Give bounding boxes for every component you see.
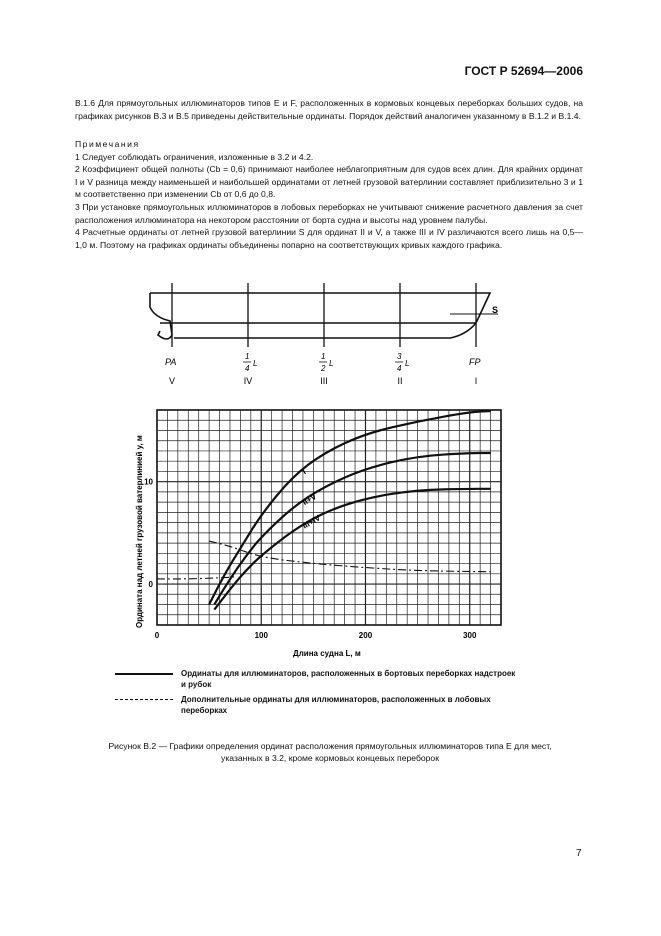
station-frac-num: 3	[397, 352, 402, 361]
hull-top-line	[150, 293, 172, 339]
station-frac-letter: L	[405, 359, 410, 368]
waterline-label: S	[492, 305, 499, 315]
caption-line-1: Рисунок В.2 — Графики определения ординат расположения прямоугольных иллюминаторов типа Е для мест,	[108, 741, 552, 751]
chart-xlabel: Длина судна L, м	[293, 649, 361, 658]
station-roman: I	[474, 376, 478, 386]
note-2: 2 Коэффициент общей полноты (Cb = 0,6) принимают наиболее неблагоприятным для судов всех длин. Для крайних ординат I и V разница между наименьшей и наибольшей ординатами от летней грузовой ватерлинии составляет приблизительно 3 и 1 м соответственно при изменении Cb от 0,6 до 0,8.	[75, 164, 583, 200]
page-number: 7	[576, 848, 582, 859]
station-frac-den: 4	[397, 364, 402, 373]
plot-frame	[157, 410, 501, 625]
legend-row-dashdot	[115, 694, 525, 720]
chart-legend	[115, 668, 525, 720]
series-label: I	[301, 467, 308, 477]
legend-solid-sample	[115, 673, 173, 675]
y-tick-label: 0	[148, 580, 153, 590]
x-tick-label: 0	[154, 631, 160, 640]
ordinate-chart	[125, 400, 515, 665]
notes-block	[75, 138, 583, 251]
figure-caption	[60, 740, 600, 764]
station-roman: IV	[243, 376, 253, 386]
notes-title: Примечания	[75, 139, 140, 149]
paragraph-b16	[75, 97, 583, 122]
note-1: 1 Следует соблюдать ограничения, изложенные в 3.2 и 4.2.	[75, 151, 314, 162]
x-tick-label: 200	[358, 631, 373, 640]
station-roman: III	[320, 376, 328, 386]
station-frac-den: 2	[321, 364, 326, 373]
series-line-4	[209, 541, 490, 572]
station-label: PA	[165, 357, 177, 367]
legend-row-solid	[115, 668, 525, 694]
para-b16-text: В.1.6 Для прямоугольных иллюминаторов типов Е и F, расположенных в кормовых концевых переборках больших судов, на графиках рисунков В.3 и В.5 приведены действительные ординаты. Порядок действий аналогичен указанному в В.1.2 и В.1.4.	[75, 98, 583, 121]
legend-dashdot-sample	[115, 699, 173, 700]
chart-grid	[157, 410, 501, 625]
station-frac-num: 1	[321, 352, 326, 361]
station-label: FP	[469, 357, 481, 367]
hull-deck-line	[150, 293, 490, 323]
legend-dashdot-label: Дополнительные ординаты для иллюминаторов, расположенных в лобовых переборках	[181, 695, 491, 715]
series-labels	[301, 467, 322, 530]
standard-header: ГОСТ Р 52694—2006	[464, 64, 583, 78]
station-frac-letter: L	[329, 359, 334, 368]
y-tick-label: 10	[144, 477, 153, 487]
station-frac-den: 4	[245, 364, 250, 373]
x-tick-label: 100	[254, 631, 268, 640]
series-line-1	[209, 411, 490, 605]
note-3: 3 При установке прямоугольных иллюминаторов в лобовых переборках не учитывают снижение расчетного давления за счет расположения иллюминатора на некотором расстоянии от борта судна и высоты над уровнем палубы.	[75, 201, 583, 225]
caption-line-2: указанных в 3.2, кроме кормовых концевых переборок	[221, 753, 439, 763]
note-4: 4 Расчетные ординаты от летней грузовой ватерлинии S для ординат II и V, а также III и IV различаются всего лишь на 0,5—1,0 м. Поэтому на графиках ординаты объединены попарно на соответствующих кривых каждого графика.	[75, 227, 583, 250]
legend-solid-label: Ординаты для иллюминаторов, расположенных в бортовых переборках надстроек и рубок	[181, 669, 516, 689]
series-label: III+IV	[301, 513, 322, 531]
station-frac-letter: L	[253, 359, 258, 368]
station-frac-num: 1	[245, 352, 250, 361]
station-roman: V	[168, 376, 176, 386]
chart-ylabel: Ордината над летней грузовой ватерлинией y, м	[135, 435, 144, 628]
hull-bottom-line	[174, 323, 476, 338]
series-label: II+V	[301, 491, 319, 507]
hull-diagram	[130, 283, 510, 393]
x-tick-label: 300	[463, 631, 477, 640]
station-roman: II	[397, 376, 403, 386]
